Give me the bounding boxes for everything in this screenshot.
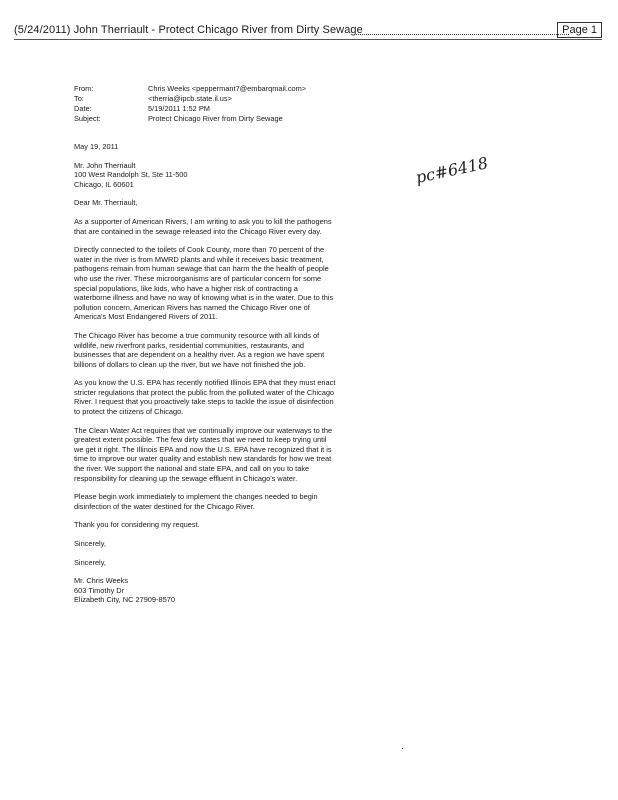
meta-subject-row (74, 114, 306, 124)
paragraph: Thank you for considering my request. (74, 520, 200, 530)
recipient-address (74, 161, 336, 190)
recipient-line: 100 West Randolph St, Ste 11-500 (74, 170, 188, 180)
paragraph: Sincerely, (74, 539, 106, 548)
paragraph: The Clean Water Act requires that we continually improve our waterways to the greatest extent possible. The few dirty states that we need to keep trying until we get it right. The Illinois EPA and now the U.S. EPA have recognized that it is time to improve our water quality and establish new standards for how we treat the river. We support the national and state EPA, and call on you to take responsibility for cleaning up the sewage effluent in Chicago's water. (74, 425, 333, 483)
meta-from-row (74, 84, 306, 94)
date-value: 5/19/2011 1:52 PM (148, 104, 210, 113)
letter-body (74, 142, 336, 614)
closing: Sincerely, (74, 557, 106, 567)
recipient-line: Mr. John Therriault (74, 160, 136, 170)
date-label: Date: (74, 104, 92, 113)
handwritten-stamp: pc#6418 (414, 153, 490, 187)
paragraph: Directly connected to the toilets of Cook County, more than 70 percent of the water in the river is from MWRD plants and while it receives basic treatment, pathogens remain from human sewage that can harm the the health of people who use the river. These microorganisms are of particular concern for some special populations, like kids, who have a higher risk of contracting a waterborne illness and have no way of knowing what is in the water. Due to this pollution concern, American Rivers has named the Chicago River one of America's Most Endangered Rivers of 2011. (74, 245, 334, 322)
paragraph: As a supporter of American Rivers, I am writing to ask you to kill the pathogens that are contained in the sewage released into the Chicago River every day. (74, 216, 332, 236)
from-label: From: (74, 84, 94, 93)
meta-date-row (74, 104, 306, 114)
paragraph: Please begin work immediately to implement the changes needed to begin disinfection of the water destined for the Chicago River. (74, 492, 318, 511)
page-number-box: Page 1 (557, 22, 602, 38)
recipient-line: Chicago, IL 60601 (74, 179, 134, 189)
from-value: Chris Weeks <peppermant7@embarqmail.com> (148, 84, 307, 93)
header-rule (354, 34, 569, 35)
subject-value: Protect Chicago River from Dirty Sewage (148, 114, 283, 123)
meta-to-row (74, 94, 306, 104)
signature-line: 603 Timothy Dr (74, 585, 125, 595)
header-underline (14, 39, 602, 40)
signature-line: Elizabeth City, NC 27909-8570 (74, 595, 175, 605)
letter-date: May 19, 2011 (74, 142, 119, 151)
signature-block (74, 576, 336, 605)
scan-speck (402, 748, 403, 749)
paragraph: As you know the U.S. EPA has recently notified Illinois EPA that they must enact stricter regulations that protect the public from the polluted water of the Chicago River. I request that you proactively take steps to tackle the issue of disinfection to protect the citizens of Chicago. (74, 378, 336, 417)
page-header (14, 22, 602, 38)
to-value: <therria@ipcb.state.il.us> (148, 94, 232, 103)
subject-label: Subject: (74, 114, 101, 123)
to-label: To: (74, 94, 84, 103)
signature-line: Mr. Chris Weeks (74, 576, 129, 586)
salutation: Dear Mr. Therriault, (74, 198, 138, 208)
paragraph: The Chicago River has become a true community resource with all kinds of wildlife, new riverfront parks, residential communities, restaurants, and businesses that are dependent on a healthy river. As a region we have spent billions of dollars to clean up the river, but we have not finished the job. (74, 330, 325, 369)
header-title: (5/24/2011) John Therriault - Protect Chicago River from Dirty Sewage (14, 24, 363, 36)
email-meta (74, 84, 306, 124)
